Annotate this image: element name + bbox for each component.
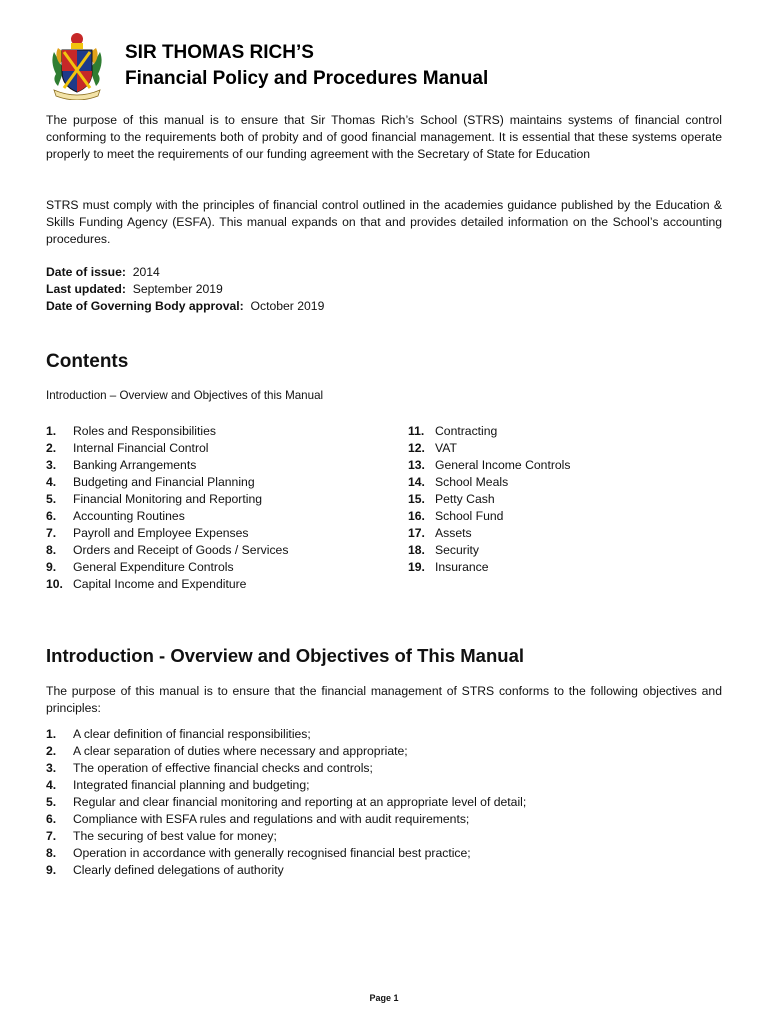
contents-item: 4. Budgeting and Financial Planning bbox=[46, 475, 255, 489]
school-name: SIR THOMAS RICH’S bbox=[125, 42, 314, 63]
contents-item: 8. Orders and Receipt of Goods / Services bbox=[46, 543, 289, 557]
school-crest-icon bbox=[50, 30, 104, 100]
contents-list-right bbox=[408, 423, 570, 576]
introduction-heading: Introduction - Overview and Objectives of This Manual bbox=[46, 645, 524, 666]
contents-item: 17. Assets bbox=[408, 526, 472, 540]
contents-item: 6. Accounting Routines bbox=[46, 509, 185, 523]
approval-label: Date of Governing Body approval: bbox=[46, 299, 244, 313]
contents-item: 5. Financial Monitoring and Reporting bbox=[46, 492, 263, 506]
approval-value: October 2019 bbox=[250, 299, 325, 313]
objective-item: 8. Operation in accordance with generally recognised financial best practice; bbox=[46, 846, 471, 860]
approval-row bbox=[46, 298, 324, 315]
contents-item: 2. Internal Financial Control bbox=[46, 441, 209, 455]
document-metadata bbox=[46, 264, 324, 315]
contents-item: 10. Capital Income and Expenditure bbox=[46, 577, 247, 591]
date-of-issue-value: 2014 bbox=[132, 265, 160, 279]
document-title bbox=[125, 40, 488, 92]
manual-title: Financial Policy and Procedures Manual bbox=[125, 68, 489, 89]
page-number: Page 1 bbox=[369, 993, 399, 1003]
last-updated-value: September 2019 bbox=[132, 282, 223, 296]
contents-item: 11. Contracting bbox=[408, 424, 498, 438]
contents-item: 9. General Expenditure Controls bbox=[46, 560, 234, 574]
contents-list-left bbox=[46, 423, 288, 593]
objective-item: 4. Integrated financial planning and budgeting; bbox=[46, 778, 310, 792]
contents-item: 19. Insurance bbox=[408, 560, 489, 574]
date-of-issue-label: Date of issue: bbox=[46, 265, 126, 279]
introduction-paragraph: The purpose of this manual is to ensure that the financial management of STRS conforms to the following objectives and principles: bbox=[46, 684, 722, 715]
contents-item: 13. General Income Controls bbox=[408, 458, 571, 472]
contents-item: 1. Roles and Responsibilities bbox=[46, 424, 216, 438]
objective-item: 2. A clear separation of duties where necessary and appropriate; bbox=[46, 744, 408, 758]
contents-item: 12. VAT bbox=[408, 441, 457, 455]
compliance-paragraph: STRS must comply with the principles of financial control outlined in the academies guidance published by the Education & Skills Funding Agency (ESFA). This manual expands on that and provides detailed information on the School’s accounting procedures. bbox=[46, 198, 722, 246]
contents-item: 15. Petty Cash bbox=[408, 492, 495, 506]
objective-item: 3. The operation of effective financial checks and controls; bbox=[46, 761, 373, 775]
contents-item: 7. Payroll and Employee Expenses bbox=[46, 526, 249, 540]
contents-intro-line: Introduction – Overview and Objectives of this Manual bbox=[46, 389, 324, 402]
contents-item: 3. Banking Arrangements bbox=[46, 458, 197, 472]
last-updated-row bbox=[46, 281, 324, 298]
objective-item: 9. Clearly defined delegations of authority bbox=[46, 863, 284, 877]
objective-item: 6. Compliance with ESFA rules and regulations and with audit requirements; bbox=[46, 812, 470, 826]
objective-item: 5. Regular and clear financial monitoring and reporting at an appropriate level of detail; bbox=[46, 795, 527, 809]
last-updated-label: Last updated: bbox=[46, 282, 126, 296]
objective-item: 7. The securing of best value for money; bbox=[46, 829, 277, 843]
contents-item: 14. School Meals bbox=[408, 475, 509, 489]
contents-item: 18. Security bbox=[408, 543, 480, 557]
purpose-paragraph: The purpose of this manual is to ensure that Sir Thomas Rich’s School (STRS) maintains systems of financial control conforming to the requirements both of probity and of good financial management. It is essential that these systems operate properly to meet the requirements of our funding agreement with the Secretary of State for Education bbox=[46, 113, 722, 161]
contents-heading: Contents bbox=[46, 351, 129, 372]
contents-item: 16. School Fund bbox=[408, 509, 504, 523]
date-of-issue-row bbox=[46, 264, 324, 281]
objectives-list bbox=[46, 726, 526, 879]
objective-item: 1. A clear definition of financial responsibilities; bbox=[46, 727, 311, 741]
